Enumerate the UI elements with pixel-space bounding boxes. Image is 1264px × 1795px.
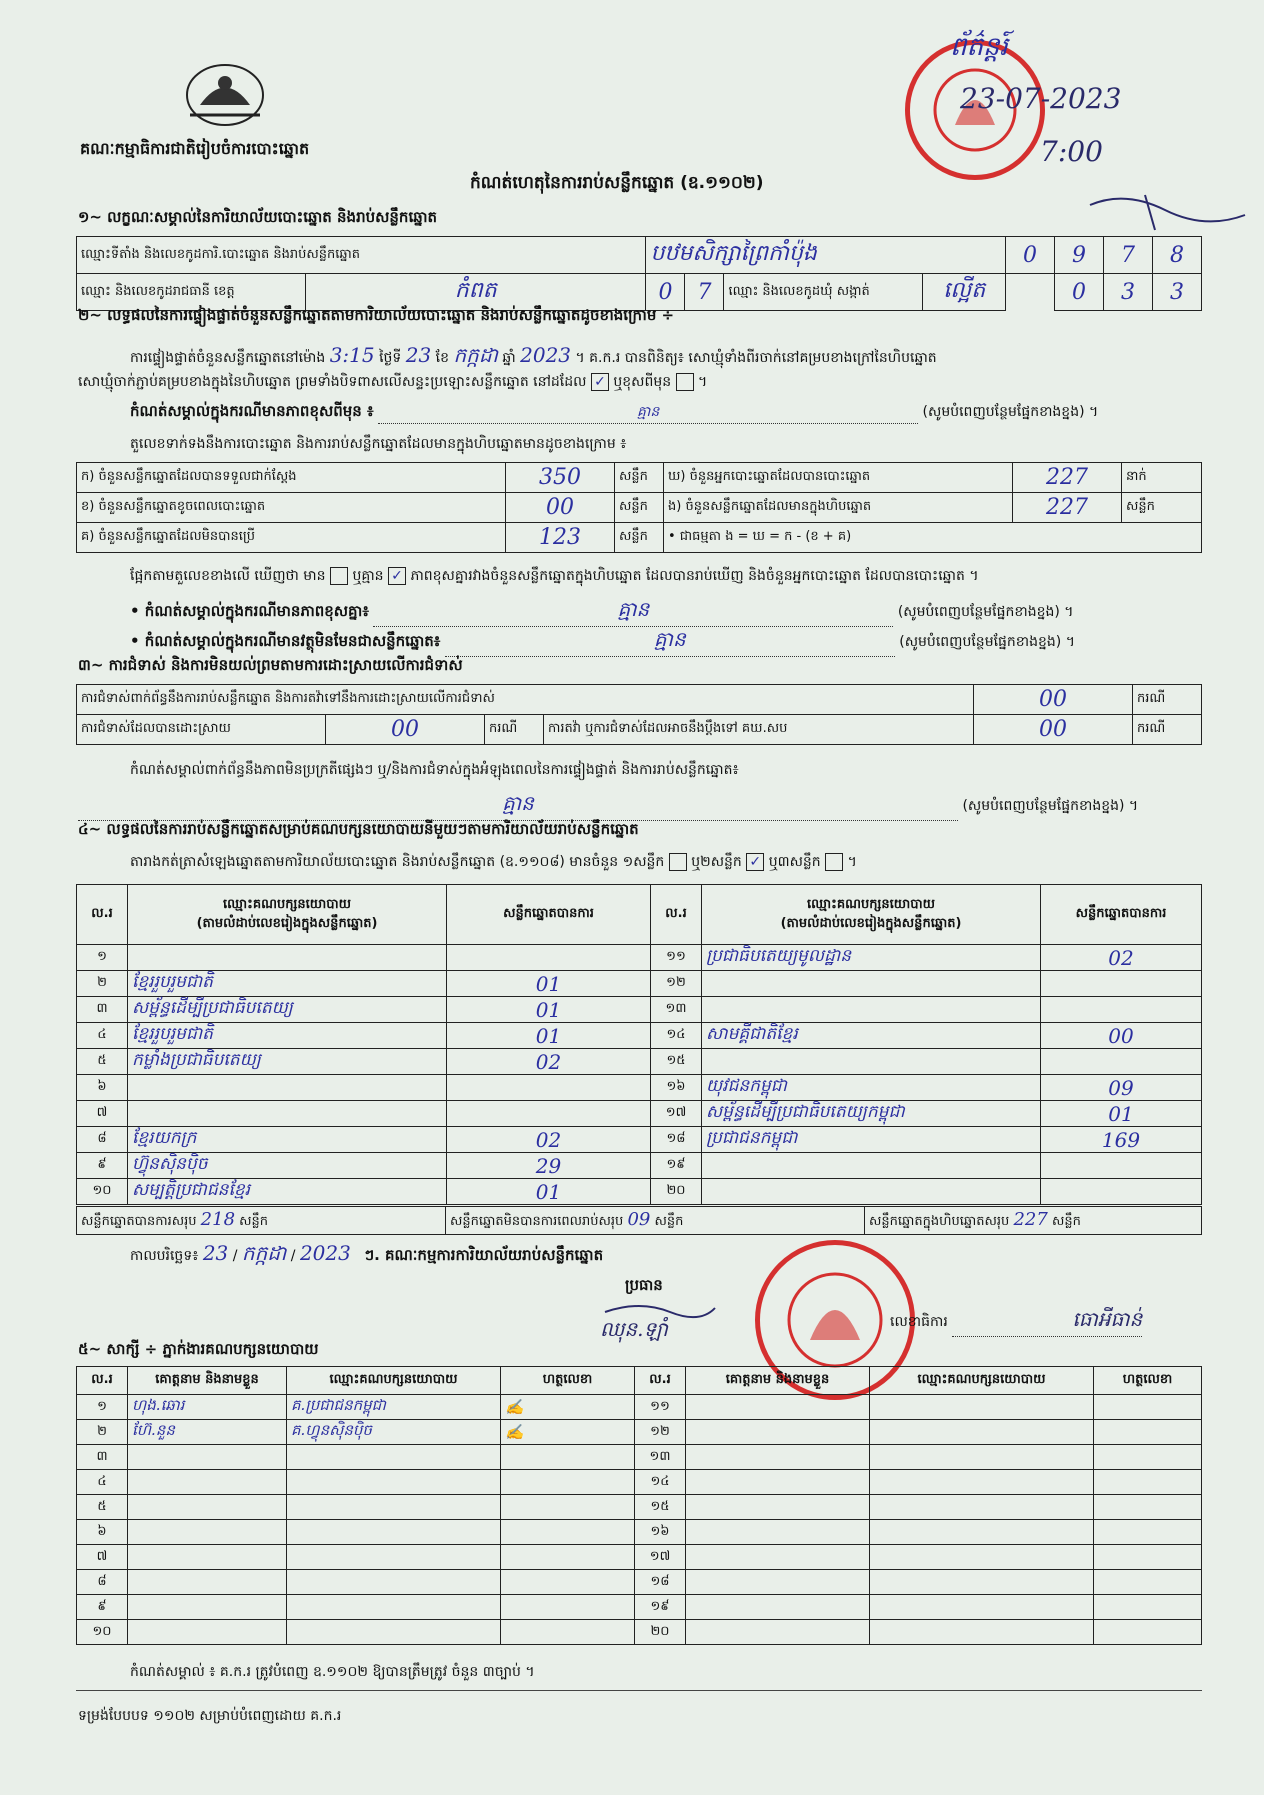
witness-no: ២ (77, 1420, 128, 1445)
result-votes (1041, 971, 1202, 997)
witness-no: ១៦ (635, 1520, 686, 1545)
result-row (77, 1127, 1202, 1153)
chair-signature (600, 1300, 720, 1324)
result-no: ៧ (77, 1101, 128, 1127)
result-party (702, 1179, 1041, 1205)
result-party: ខ្មែររួបរួមជាតិ (128, 971, 447, 997)
witness-name (128, 1445, 287, 1470)
stamp-date: 23-07-2023 (960, 82, 1122, 115)
witness-name: ហុង.ឆោរ (128, 1395, 287, 1420)
result-votes (1041, 1179, 1202, 1205)
bullet-object: • កំណត់សម្គាល់ក្នុងករណីមានវត្ថុមិនមែនជាសន្លឹកឆ្នោត៖ គ្មាន (សូមបំពេញបន្ថែមផ្នែកខាងខ្នង) ។ (130, 626, 1075, 657)
result-votes (1041, 1049, 1202, 1075)
witness-signature (1094, 1395, 1202, 1420)
witness-party (287, 1520, 501, 1545)
result-no: ៨ (77, 1127, 128, 1153)
verify-time: 3:15 (329, 343, 375, 367)
result-party: សម្ព័ន្ធដើម្បីប្រជាធិបតេយ្យកម្ពុជា (702, 1101, 1041, 1127)
witness-signature (501, 1620, 635, 1645)
witness-signature: ✍ (501, 1395, 635, 1420)
result-no: ១៨ (651, 1127, 702, 1153)
received-value: 350 (506, 463, 615, 493)
same-checkbox[interactable]: ✓ (591, 373, 609, 391)
result-party: សម្ព័ន្ធដើម្បីប្រជាធិបតេយ្យ (128, 997, 447, 1023)
result-row (77, 1049, 1202, 1075)
witness-row (77, 1420, 1202, 1445)
result-votes: 01 (447, 971, 651, 997)
secretary: លេខាធិការ ធោអីធាន់ (890, 1306, 1142, 1337)
witness-name (686, 1595, 870, 1620)
witness-row (77, 1495, 1202, 1520)
result-no: ២០ (651, 1179, 702, 1205)
witness-signature (1094, 1495, 1202, 1520)
totals-table: សន្លឹកឆ្នោតបានការសរុប 218 សន្លឹក សន្លឹកឆ្នោតមិនបានការពេលរាប់សរុប 09 សន្លឹក សន្លឹកឆ្នោតក្នុងហិបឆ្នោតសរុប 227 សន្លឹក (76, 1206, 1202, 1235)
result-votes: 09 (1041, 1075, 1202, 1101)
station-code-1: 0 (1006, 237, 1055, 274)
complaints-table: ការជំទាស់ពាក់ព័ន្ធនឹងការរាប់សន្លឹកឆ្នោត និងការតវ៉ាទៅនឹងការដោះស្រាយលើការជំទាស់ 00 ករណី ការជំទាស់ដែលបានដោះស្រាយ 00 ករណី ការតវ៉ា ឬការជំទាស់ដែលអាចនឹងប្តឹងទៅ គឃ.សប 00 ករណី (76, 684, 1202, 745)
witness-row (77, 1620, 1202, 1645)
result-row (77, 1075, 1202, 1101)
result-votes (1041, 1153, 1202, 1179)
witness-party (870, 1520, 1094, 1545)
witness-signature: ✍ (501, 1420, 635, 1445)
verify-line: ការផ្ទៀងផ្ទាត់ចំនួនសន្លឹកឆ្នោតនៅម៉ោង 3:15 ថ្ងៃទី 23 ខែ កក្កដា ឆ្នាំ 2023 ។ គ.ក.រ បានពិនិត្យ៖ សោឃ្មុំទាំងពីរចាក់នៅគម្របខាងក្រៅនៃហិបឆ្នោត (130, 343, 937, 367)
witness-name (128, 1545, 287, 1570)
section4-sub: តារាងកត់ត្រាសំឡេងឆ្នោតតាមការិយាល័យបោះឆ្នោត និងរាប់សន្លឹកឆ្នោត (ឧ.១១០៨) មានចំនួន ១សន្លឹក ឬ២សន្លឹក ✓ ឬ៣សន្លឹក ។ (130, 854, 857, 870)
chair-label: ប្រធាន (625, 1276, 663, 1294)
bullet-diff: • កំណត់សម្គាល់ក្នុងករណីមានភាពខុសគ្នា៖ គ្មាន (សូមបំពេញបន្ថែមផ្នែកខាងខ្នង) ។ (130, 596, 1074, 627)
section3-heading: ៣~ ការជំទាស់ និងការមិនយល់ព្រមតាមការដោះស្រាយលើការជំទាស់ (78, 656, 463, 674)
witness-party (287, 1620, 501, 1645)
result-votes: 02 (1041, 945, 1202, 971)
commune-code-1: 0 (1055, 274, 1104, 311)
witness-no: ១៥ (635, 1495, 686, 1520)
witness-no: ១៧ (635, 1545, 686, 1570)
witness-name (686, 1420, 870, 1445)
result-no: ៩ (77, 1153, 128, 1179)
stamp-hand: ព័ត៌ន្តរ៍ (950, 32, 1008, 62)
section4-heading: ៤~ លទ្ធផលនៃការរាប់សន្លឹកឆ្នោតសម្រាប់គណបក្សនយោបាយនីមួយៗតាមការិយាល័យរាប់សន្លឹកឆ្នោត (78, 820, 639, 838)
result-votes (447, 945, 651, 971)
witness-name (686, 1570, 870, 1595)
org-name: គណៈកម្មាធិការជាតិរៀបចំការបោះឆ្នោត (80, 139, 310, 158)
has-diff-checkbox[interactable] (330, 567, 348, 585)
result-party (702, 971, 1041, 997)
witness-party (870, 1445, 1094, 1470)
witness-no: ២០ (635, 1620, 686, 1645)
result-no: ៦ (77, 1075, 128, 1101)
witness-no: ៩ (77, 1595, 128, 1620)
one-sheet-checkbox[interactable] (669, 853, 687, 871)
witness-row (77, 1445, 1202, 1470)
witness-signature (501, 1545, 635, 1570)
witness-name (128, 1570, 287, 1595)
commune-code-3: 3 (1153, 274, 1202, 311)
witness-no: ១៨ (635, 1570, 686, 1595)
figures-table: ក) ចំនួនសន្លឹកឆ្នោតដែលបានទទួលជាក់ស្តែង 350 សន្លឹក ឃ) ចំនួនអ្នកបោះឆ្នោតដែលបានបោះឆ្នោត 227 នាក់ ខ) ចំនួនសន្លឹកឆ្នោតខូចពេលបោះឆ្នោត 00 សន្លឹក ង) ចំនួនសន្លឹកឆ្នោតដែលមានក្នុងហិបឆ្នោត 227 សន្លឹក គ) ចំនួនសន្លឹកឆ្នោតដែលមិនបានប្រើ 123 សន្លឹក • ជាធម្មតា ង = ឃ = ក - (ខ + គ) (76, 462, 1202, 553)
results-table: ល.រ ឈ្មោះគណបក្សនយោបាយ (តាមលំដាប់លេខរៀងក្នុងសន្លឹកឆ្នោត) សន្លឹកឆ្នោតបានការ ល.រ ឈ្មោះគណបក្សនយោបាយ (តាមលំដាប់លេខរៀងក្នុងសន្លឹកឆ្នោត) សន្លឹកឆ្នោតបានការ ១ ១១ ប្រជាធិបតេយ្យមូលដ្ឋាន 02 ២ ខ្មែររួបរួមជាតិ 01 ១២ ៣ សម្ព័ន្ធដើម្បីប្រជាធិបតេយ្យ 01 ១៣ ៤ ខ្មែររួបរួមជាតិ 01 ១៤ សាមគ្គីជាតិខ្មែរ 00 ៥ កម្លាំងប្រជាធិបតេយ្យ 02 ១៥ ៦ ១៦ យុវជនកម្ពុជា 09 ៧ ១៧ សម្ព័ន្ធដើម្បីប្រជាធិបតេយ្យកម្ពុជា 01 ៨ ខ្មែរយកក្រ 02 ១៨ ប្រជាជនកម្ពុជា 169 ៩ ហ៊្វុនស៊ិនប៉ិច 29 ១៩ ១០ សម្បត្តិប្រជាជនខ្មែរ 01 ២០ (76, 884, 1202, 1205)
result-votes: 29 (447, 1153, 651, 1179)
witness-signature (501, 1495, 635, 1520)
total-valid: 218 (200, 1209, 236, 1230)
result-row (77, 1179, 1202, 1205)
result-no: ១៧ (651, 1101, 702, 1127)
result-party (128, 1101, 447, 1127)
witness-no: ១១ (635, 1395, 686, 1420)
result-party: សម្បត្តិប្រជាជនខ្មែរ (128, 1179, 447, 1205)
witness-signature (501, 1445, 635, 1470)
signoff-date: កាលបរិច្ឆេទ៖ 23 / កក្កដា / 2023 ៗ. គណៈកម្មការការិយាល័យរាប់សន្លឹកឆ្នោត (130, 1241, 604, 1265)
witness-no: ៣ (77, 1445, 128, 1470)
result-party (128, 945, 447, 971)
witness-signature (501, 1520, 635, 1545)
witness-row (77, 1545, 1202, 1570)
witness-name (686, 1445, 870, 1470)
unused-value: 123 (506, 523, 615, 553)
chair-name: ឈុន.ឡាំ (600, 1317, 668, 1341)
result-row (77, 1023, 1202, 1049)
result-votes: 02 (447, 1127, 651, 1153)
witness-name: ហ៊ែ.នួន (128, 1420, 287, 1445)
result-party: ខ្មែររួបរួមជាតិ (128, 1023, 447, 1049)
witness-signature (1094, 1470, 1202, 1495)
result-votes: 01 (447, 1023, 651, 1049)
result-no: ១ (77, 945, 128, 971)
result-party: ប្រជាធិបតេយ្យមូលដ្ឋាន (702, 945, 1041, 971)
complaints-count: 00 (974, 685, 1133, 715)
witness-no: ១៩ (635, 1595, 686, 1620)
result-no: ១៣ (651, 997, 702, 1023)
witness-name (128, 1495, 287, 1520)
result-no: ១៩ (651, 1153, 702, 1179)
witness-party (287, 1495, 501, 1520)
verify-month: កក្កដា (453, 343, 498, 367)
witness-name (128, 1520, 287, 1545)
witness-party (287, 1545, 501, 1570)
section2-heading: ២~ លទ្ធផលនៃការផ្ទៀងផ្ទាត់ចំនួនសន្លឹកឆ្នោតតាមការិយាល័យបោះឆ្នោត និងរាប់សន្លឹកឆ្នោតដូចខាងក្រោម ÷ (78, 306, 675, 324)
figures-intro: តួលេខទាក់ទងនឹងការបោះឆ្នោត និងការរាប់សន្លឹកឆ្នោតដែលមានក្នុងហិបឆ្នោតមានដូចខាងក្រោម ៖ (130, 436, 627, 452)
result-no: ១៥ (651, 1049, 702, 1075)
witness-name (686, 1395, 870, 1420)
witness-party (870, 1420, 1094, 1445)
result-votes: 00 (1041, 1023, 1202, 1049)
result-no: ៣ (77, 997, 128, 1023)
witness-name (686, 1545, 870, 1570)
result-party: ប្រជាជនកម្ពុជា (702, 1127, 1041, 1153)
resolved-count: 00 (326, 715, 485, 745)
witness-signature (1094, 1620, 1202, 1645)
witness-signature (1094, 1595, 1202, 1620)
result-party: ខ្មែរយកក្រ (128, 1127, 447, 1153)
irregularity-line: គ្មាន (សូមបំពេញបន្ថែមផ្នែកខាងខ្នង) ។ (78, 790, 1138, 821)
witness-party (870, 1620, 1094, 1645)
result-party: ហ៊្វុនស៊ិនប៉ិច (128, 1153, 447, 1179)
result-votes (447, 1101, 651, 1127)
commune-label: ឈ្មោះ និងលេខកូដឃុំ សង្កាត់ (724, 274, 923, 311)
form-title: កំណត់ហេតុនៃការរាប់សន្លឹកឆ្នោត (ឧ.១១០២) (470, 173, 764, 193)
result-row (77, 997, 1202, 1023)
commune-value: ល្អើត (923, 274, 1006, 311)
witness-party (870, 1470, 1094, 1495)
three-sheet-checkbox[interactable] (825, 853, 843, 871)
ballots-in-box-value: 227 (1013, 493, 1122, 523)
footnote: កំណត់សម្គាល់ ៖ គ.ក.រ ត្រូវបំពេញ ឧ.១១០២ ឱ្យបានត្រឹមត្រូវ ចំនួន ៣ច្បាប់ ។ (130, 1664, 535, 1680)
witness-party (287, 1595, 501, 1620)
station-label: ឈ្មោះទីតាំង និងលេខកូដការិ.បោះឆ្នោត និងរាប់សន្លឹកឆ្នោត (77, 237, 646, 274)
witness-no: ១០ (77, 1620, 128, 1645)
footer-rule (76, 1690, 1202, 1691)
result-row (77, 1101, 1202, 1127)
result-votes (447, 1075, 651, 1101)
station-code-4: 8 (1153, 237, 1202, 274)
witness-signature (1094, 1545, 1202, 1570)
result-no: ២ (77, 971, 128, 997)
result-party: យុវជនកម្ពុជា (702, 1075, 1041, 1101)
commune-code-2: 3 (1104, 274, 1153, 311)
two-sheet-checkbox[interactable]: ✓ (746, 853, 764, 871)
verify-year: 2023 (520, 343, 572, 367)
seal-line: សោឃ្មុំចាក់ភ្ជាប់គម្របខាងក្នុងនៃហិបឆ្នោត ព្រមទាំងបិទពាសលើសន្ទះប្រឡោះសន្លឹកឆ្នោត នៅដដែល ✓ ឬខុសពីមុន ។ (78, 374, 708, 390)
witness-signature (501, 1470, 635, 1495)
witness-signature (501, 1595, 635, 1620)
witness-party (870, 1570, 1094, 1595)
witness-name (686, 1470, 870, 1495)
witness-signature (1094, 1520, 1202, 1545)
result-party: សាមគ្គីជាតិខ្មែរ (702, 1023, 1041, 1049)
irregularity-note: កំណត់សម្គាល់ពាក់ព័ន្ធនឹងភាពមិនប្រក្រតីផ្សេងៗ ឬ/និងការជំទាស់ក្នុងអំឡុងពេលនៃការផ្ទៀងផ្ទាត់ និងការរាប់សន្លឹកឆ្នោត៖ (130, 762, 739, 778)
result-row (77, 1153, 1202, 1179)
witness-name (686, 1495, 870, 1520)
result-party (128, 1075, 447, 1101)
result-no: ១០ (77, 1179, 128, 1205)
result-party (702, 997, 1041, 1023)
result-party (702, 1153, 1041, 1179)
station-code-3: 7 (1104, 237, 1153, 274)
province-code-1: 0 (646, 274, 685, 311)
witness-row (77, 1570, 1202, 1595)
witness-row (77, 1395, 1202, 1420)
result-no: ១៤ (651, 1023, 702, 1049)
witness-row (77, 1595, 1202, 1620)
witness-party (287, 1445, 501, 1470)
witness-no: ៦ (77, 1520, 128, 1545)
witness-name (686, 1520, 870, 1545)
witness-name (686, 1620, 870, 1645)
result-votes: 169 (1041, 1127, 1202, 1153)
witness-party: គ.ហ្វុនស៊ិនប៉ិច (287, 1420, 501, 1445)
total-invalid: 09 (627, 1209, 651, 1230)
result-no: ៥ (77, 1049, 128, 1075)
total-box: 227 (1013, 1209, 1048, 1230)
witness-name (128, 1470, 287, 1495)
spoiled-value: 00 (506, 493, 615, 523)
result-no: ១១ (651, 945, 702, 971)
witness-name (128, 1595, 287, 1620)
witness-signature (1094, 1570, 1202, 1595)
witness-party (870, 1495, 1094, 1520)
result-votes (1041, 997, 1202, 1023)
witness-party (870, 1395, 1094, 1420)
witness-party: គ.ប្រជាជនកម្ពុជា (287, 1395, 501, 1420)
witness-no: ៥ (77, 1495, 128, 1520)
result-no: ១២ (651, 971, 702, 997)
witness-no: ១២ (635, 1420, 686, 1445)
province-value: កំពត (306, 274, 646, 311)
verify-day: 23 (405, 343, 432, 367)
appeal-count: 00 (974, 715, 1133, 745)
result-votes: 01 (1041, 1101, 1202, 1127)
result-no: ៤ (77, 1023, 128, 1049)
witness-signature (501, 1570, 635, 1595)
station-table (76, 236, 1202, 311)
witness-table: ល.រ គោត្តនាម និងនាមខ្លួន ឈ្មោះគណបក្សនយោបាយ ហត្ថលេខា ល.រ គោត្តនាម និងនាមខ្លួន ឈ្មោះគណបក្សនយោបាយ ហត្ថលេខា ១ ហុង.ឆោរ គ.ប្រជាជនកម្ពុជា ✍ ១១ ២ ហ៊ែ.នួន គ.ហ្វុនស៊ិនប៉ិច ✍ ១២ ៣ ១៣ ៤ ១៤ ៥ ១៥ ៦ ១៦ ៧ ១៧ ៨ ១៨ ៩ ១៩ ១០ ២០ (76, 1366, 1202, 1645)
witness-name (128, 1620, 287, 1645)
result-party (702, 1049, 1041, 1075)
section1-heading: ១~ លក្ខណៈសម្គាល់នៃការិយាល័យបោះឆ្នោត និងរាប់សន្លឹកឆ្នោត (78, 208, 438, 226)
witness-no: ១ (77, 1395, 128, 1420)
witness-party (870, 1545, 1094, 1570)
station-value: បឋមសិក្សាព្រៃកាំប៉ុង (646, 237, 1006, 274)
witness-signature (1094, 1445, 1202, 1470)
compare-line: ផ្អែកតាមតួលេខខាងលើ ឃើញថា មាន ឬគ្មាន ✓ ភាពខុសគ្នារវាងចំនួនសន្លឹកឆ្នោតក្នុងហិបឆ្នោត ដែលបានរាប់ឃើញ និងចំនួនអ្នកបោះឆ្នោត ដែលបានបោះឆ្នោត ។ (130, 568, 979, 584)
result-votes: 01 (447, 997, 651, 1023)
result-votes: 02 (447, 1049, 651, 1075)
province-label: ឈ្មោះ និងលេខកូដរាជធានី ខេត្ត (77, 274, 306, 311)
no-diff-checkbox[interactable]: ✓ (388, 567, 406, 585)
result-row (77, 971, 1202, 997)
witness-row (77, 1520, 1202, 1545)
result-votes: 01 (447, 1179, 651, 1205)
section5-heading: ៥~ សាក្សី ÷ ភ្នាក់ងារគណបក្សនយោបាយ (78, 1340, 319, 1358)
footer-text: ទម្រង់បែបបទ ១១០២ សម្រាប់បំពេញដោយ គ.ក.រ (78, 1708, 342, 1724)
stamp-time: 7:00 (1040, 135, 1103, 168)
province-code-2: 7 (685, 274, 724, 311)
nec-logo (180, 55, 270, 130)
result-no: ១៦ (651, 1075, 702, 1101)
result-row (77, 945, 1202, 971)
witness-no: ១៤ (635, 1470, 686, 1495)
result-party: កម្លាំងប្រជាធិបតេយ្យ (128, 1049, 447, 1075)
witness-party (870, 1595, 1094, 1620)
witness-no: ៧ (77, 1545, 128, 1570)
witness-party (287, 1570, 501, 1595)
diff-note: កំណត់សម្គាល់ក្នុងករណីមានភាពខុសពីមុន ៖ គ្មាន (សូមបំពេញបន្ថែមផ្នែកខាងខ្នង) ។ (130, 402, 1200, 424)
witness-row (77, 1470, 1202, 1495)
different-checkbox[interactable] (676, 373, 694, 391)
witness-signature (1094, 1420, 1202, 1445)
witness-party (287, 1470, 501, 1495)
witness-no: ៨ (77, 1570, 128, 1595)
witness-no: ៤ (77, 1470, 128, 1495)
witness-no: ១៣ (635, 1445, 686, 1470)
voters-value: 227 (1013, 463, 1122, 493)
station-code-2: 9 (1055, 237, 1104, 274)
